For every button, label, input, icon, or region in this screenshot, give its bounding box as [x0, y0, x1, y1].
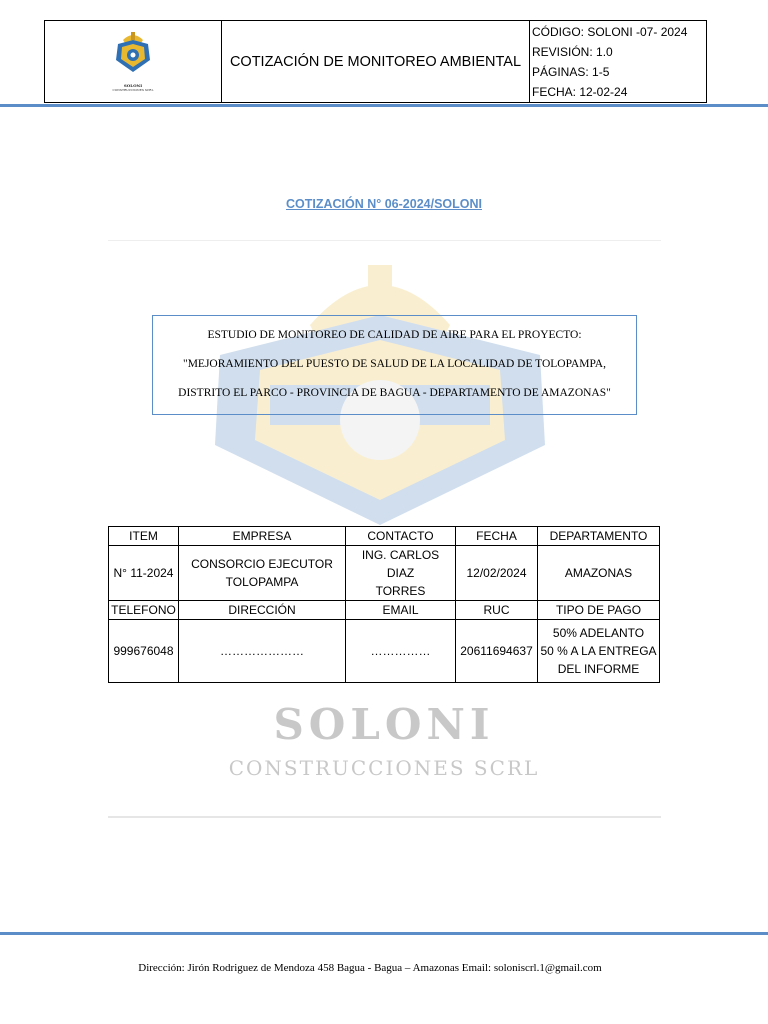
header-title: COTIZACIÓN DE MONITOREO AMBIENTAL: [222, 21, 530, 103]
footer-contact: Dirección: Jirón Rodriguez de Mendoza 458 Bagua - Bagua – Amazonas Email: soloniscrl.1@gmail.com: [138, 962, 602, 974]
th-ruc: RUC: [456, 601, 538, 620]
pago-line-1: 50% ADELANTO: [552, 626, 645, 640]
th-direccion: DIRECCIÓN: [179, 601, 346, 620]
cell-tipo-pago: [538, 620, 660, 683]
quotation-info-table: [108, 526, 660, 683]
meta-revision: REVISIÓN: 1.0: [532, 44, 613, 59]
header-meta: [530, 21, 707, 103]
meta-fecha: FECHA: 12-02-24: [532, 84, 628, 99]
cell-fecha: 12/02/2024: [456, 546, 538, 601]
footer-rule: [0, 932, 768, 935]
cell-empresa: [179, 546, 346, 601]
contacto-line-2: TORRES: [375, 584, 426, 598]
table-header-row: [109, 527, 660, 546]
project-line-2: "MEJORAMIENTO DEL PUESTO DE SALUD DE LA LOCALIDAD DE TOLOPAMPA,: [183, 358, 606, 370]
cell-ruc: 20611694637: [456, 620, 538, 683]
th-fecha: FECHA: [456, 527, 538, 546]
project-description-box: [152, 315, 637, 415]
cell-departamento: AMAZONAS: [538, 546, 660, 601]
th-empresa: EMPRESA: [179, 527, 346, 546]
logo-caption: SOLONI: [123, 82, 143, 88]
header-rule: [0, 104, 768, 107]
th-tipo-pago: TIPO DE PAGO: [538, 601, 660, 620]
pago-line-2: 50 % A LA ENTREGA: [540, 644, 657, 658]
empresa-line-1: CONSORCIO EJECUTOR: [191, 557, 333, 571]
pago-line-3: DEL INFORME: [557, 662, 640, 676]
logo-cell: [45, 21, 222, 103]
cell-email: ……………: [346, 620, 456, 683]
meta-paginas: PÁGINAS: 1-5: [532, 64, 610, 79]
cell-item: N° 11-2024: [109, 546, 179, 601]
watermark-sub: CONSTRUCCIONES SCRL: [228, 756, 540, 780]
th-departamento: DEPARTAMENTO: [538, 527, 660, 546]
table-header-row-2: [109, 601, 660, 620]
th-contacto: CONTACTO: [346, 527, 456, 546]
empresa-line-2: TOLOPAMPA: [225, 575, 299, 589]
th-item: ITEM: [109, 527, 179, 546]
table-row: [109, 546, 660, 601]
meta-codigo: CÓDIGO: SOLONI -07- 2024: [532, 24, 688, 39]
project-line-3: DISTRITO EL PARCO - PROVINCIA DE BAGUA - DEPARTAMENTO DE AMAZONAS": [178, 387, 611, 399]
watermark-name: SOLONI: [273, 700, 495, 749]
cell-direccion: …………………: [179, 620, 346, 683]
contacto-line-1: ING. CARLOS DIAZ: [361, 548, 440, 580]
quotation-title: COTIZACIÓN N° 06-2024/SOLONI: [285, 197, 482, 211]
document-header: [44, 20, 707, 103]
project-line-1: ESTUDIO DE MONITOREO DE CALIDAD DE AIRE PARA EL PROYECTO:: [207, 329, 582, 341]
cell-contacto: [346, 546, 456, 601]
logo-caption-sub: CONSTRUCCIONES SCRL: [112, 87, 154, 92]
soloni-logo-icon: [109, 28, 157, 78]
company-logo: [109, 28, 157, 92]
th-email: EMAIL: [346, 601, 456, 620]
divider: [108, 240, 661, 241]
divider: [108, 816, 661, 818]
table-row: [109, 620, 660, 683]
cell-telefono: 999676048: [109, 620, 179, 683]
th-telefono: TELEFONO: [109, 601, 179, 620]
